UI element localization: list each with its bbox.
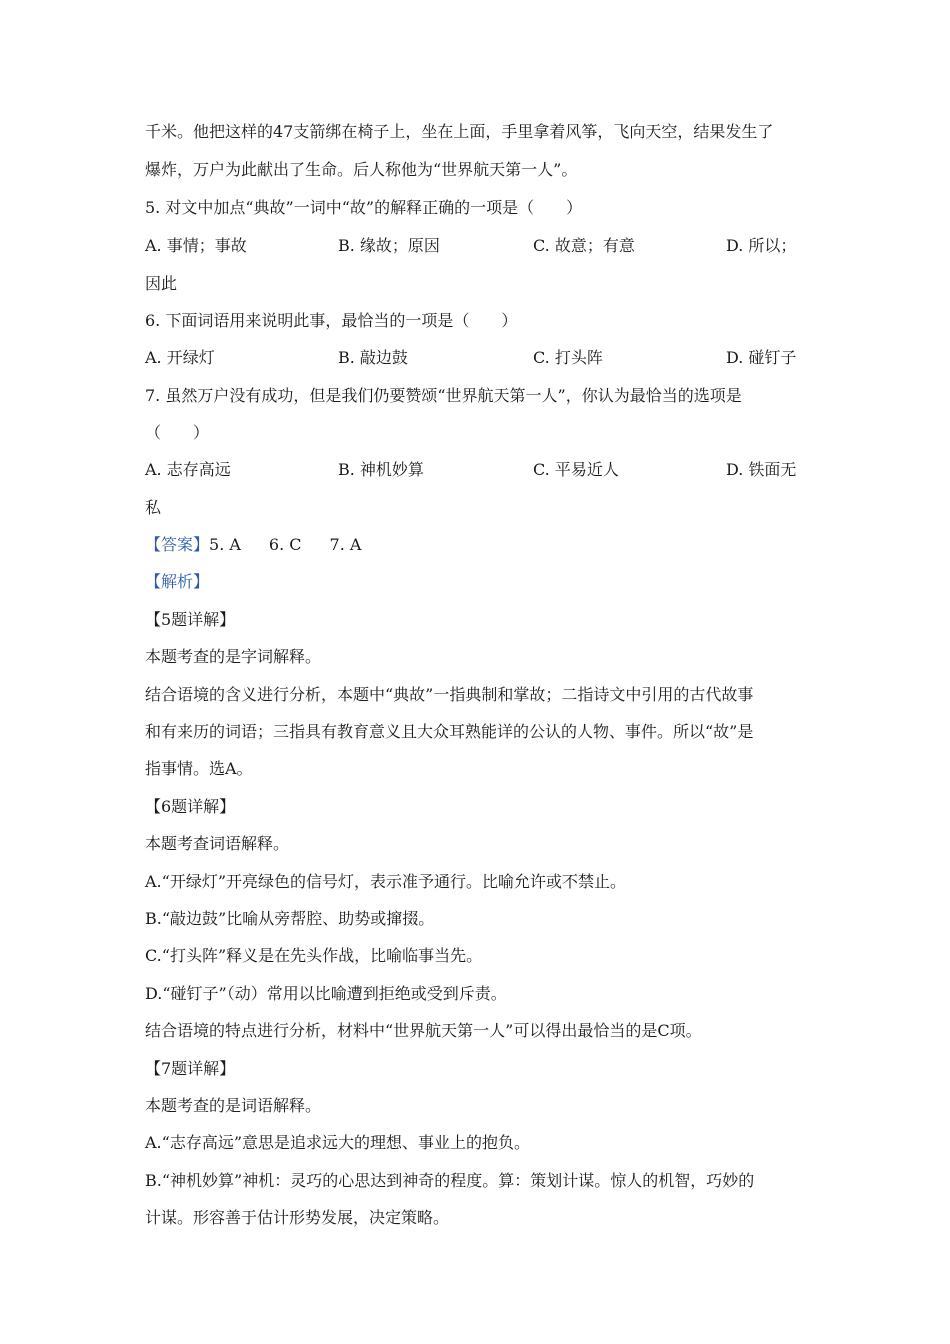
passage-line: 千米。他把这样的47支箭绑在椅子上，坐在上面，手里拿着风筝，飞向天空，结果发生了 [145,122,774,141]
explanation-line: 结合语境的特点进行分析，材料中“世界航天第一人”可以得出最恰当的是C项。 [145,1021,702,1040]
explanation-line: 计谋。形容善于估计形势发展，决定策略。 [145,1208,450,1227]
explanation-line: 指事情。选A。 [145,759,253,778]
q5-option-d: D. 所以； [726,236,797,255]
q5-explanation-heading: 【5题详解】 [145,610,236,629]
q7-option-d: D. 铁面无 [726,460,797,479]
explanation-line: D.“碰钉子”（动）常用以比喻遭到拒绝或受到斥责。 [145,984,507,1003]
q6-option-c: C. 打头阵 [533,348,603,367]
q7-explanation-heading: 【7题详解】 [145,1059,236,1078]
question-5-stem: 5. 对文中加点“典故”一词中“故”的解释正确的一项是（ ） [145,198,583,217]
q7-option-c: C. 平易近人 [533,460,619,479]
q7-option-b: B. 神机妙算 [338,460,424,479]
q6-explanation-heading: 【6题详解】 [145,797,236,816]
answer-label: 【答案】 [145,535,210,554]
explanation-line: 本题考查的是词语解释。 [145,1096,322,1115]
answer-item: 7. A [329,535,362,554]
q5-option-a: A. 事情；事故 [145,236,247,255]
explanation-line: B.“神机妙算”神机：灵巧的心思达到神奇的程度。算：策划计谋。惊人的机智，巧妙的 [145,1171,755,1190]
analysis-label: 【解析】 [145,572,210,591]
q6-option-d: D. 碰钉子 [726,348,797,367]
q5-option-b: B. 缘故；原因 [338,236,440,255]
q5-option-d-wrap: 因此 [145,274,178,293]
explanation-line: 本题考查词语解释。 [145,834,290,853]
answer-item: 6. C [268,535,302,554]
explanation-line: A.“开绿灯”开亮绿色的信号灯，表示准予通行。比喻允许或不禁止。 [145,872,627,891]
explanation-line: 和有来历的词语；三指具有教育意义且大众耳熟能详的公认的人物、事件。所以“故”是 [145,722,754,741]
answer-item: 5. A [209,535,241,554]
q5-option-c: C. 故意；有意 [533,236,635,255]
explanation-line: C.“打头阵”释义是在先头作战，比喻临事当先。 [145,946,483,965]
q6-option-a: A. 开绿灯 [145,348,215,367]
explanation-line: 本题考查的是字词解释。 [145,647,322,666]
passage-line: 爆炸，万户为此献出了生命。后人称他为“世界航天第一人”。 [145,160,578,179]
explanation-line: A.“志存高远”意思是追求远大的理想、事业上的抱负。 [145,1133,531,1152]
question-7-stem: 7. 虽然万户没有成功，但是我们仍要赞颂“世界航天第一人”，你认为最恰当的选项是 [145,386,742,405]
explanation-line: B.“敲边鼓”比喻从旁帮腔、助势或撺掇。 [145,909,435,928]
q7-option-d-wrap: 私 [145,498,162,517]
question-6-stem: 6. 下面词语用来说明此事，最恰当的一项是（ ） [145,311,518,330]
question-7-stem-cont: （ ） [145,423,210,442]
q6-option-b: B. 敲边鼓 [338,348,408,367]
explanation-line: 结合语境的含义进行分析，本题中“典故”一指典制和掌故；二指诗文中引用的古代故事 [145,685,754,704]
answer-line [145,533,815,557]
q7-option-a: A. 志存高远 [145,460,231,479]
